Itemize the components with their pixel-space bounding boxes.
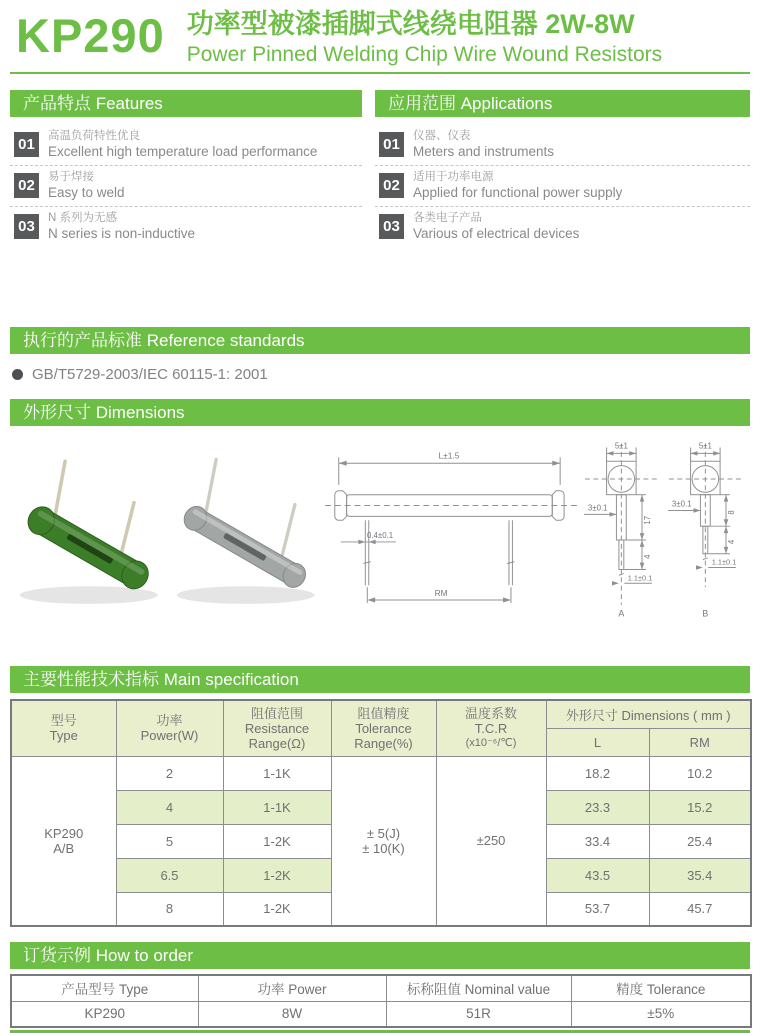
feature-text-zh: 高温负荷特性优良 (48, 130, 140, 142)
green-resistor-photo (10, 438, 165, 638)
dimensions-section (10, 399, 750, 650)
order-col-nominal: 标称阻值 Nominal value (386, 975, 571, 1001)
application-item (375, 125, 750, 165)
item-number-badge: 02 (379, 173, 404, 198)
applications-heading: 应用范围 Applications (375, 90, 750, 117)
dim-label-width-a: 5±1 (614, 441, 628, 451)
application-text-zh: 适用于功率电源 (413, 171, 494, 183)
cell-type: KP290 A/B (11, 756, 116, 926)
order-col-tolerance: 精度 Tolerance (571, 975, 751, 1001)
cell-l: 23.3 (546, 790, 649, 824)
col-header-tolerance: 阻值精度 Tolerance Range(%) (331, 700, 436, 756)
cell-resistance: 1-1K (223, 756, 331, 790)
order-value-tolerance: ±5% (571, 1001, 751, 1027)
item-number-badge: 02 (14, 173, 39, 198)
standards-line (10, 366, 750, 383)
col-header-l: L (546, 728, 649, 756)
standards-section (10, 327, 750, 383)
feature-text-en: Easy to weld (48, 185, 125, 200)
feature-text-zh: 易于焊接 (48, 171, 94, 183)
applications-list (375, 125, 750, 247)
view-label-a: A (618, 608, 625, 619)
dim-label-lead-width: 0.4±0.1 (366, 531, 394, 540)
item-number-badge: 01 (379, 132, 404, 157)
header (10, 0, 750, 68)
specification-section (10, 666, 750, 927)
col-header-power: 功率 Power(W) (116, 700, 223, 756)
col-header-tcr: 温度系数 T.C.R (x10⁻⁶/℃) (436, 700, 546, 756)
cell-tcr: ±250 (436, 756, 546, 926)
item-number-badge: 01 (14, 132, 39, 157)
cell-power: 6.5 (116, 858, 223, 892)
feature-text-en: Excellent high temperature load performance (48, 144, 318, 159)
features-section (10, 90, 362, 247)
cell-power: 2 (116, 756, 223, 790)
cell-rm: 10.2 (649, 756, 751, 790)
table-row (11, 756, 751, 790)
product-title-zh: 功率型被漆插脚式线绕电阻器 2W-8W (186, 9, 635, 39)
cell-power: 8 (116, 892, 223, 926)
cell-power: 4 (116, 790, 223, 824)
application-item (375, 165, 750, 206)
dim-label-lead-b: 3±0.1 (672, 499, 692, 509)
order-header-row (11, 975, 751, 1001)
application-text-en: Meters and instruments (413, 144, 555, 159)
item-number-badge: 03 (379, 214, 404, 239)
bullet-icon (12, 369, 23, 380)
cell-rm: 15.2 (649, 790, 751, 824)
cell-resistance: 1-2K (223, 858, 331, 892)
order-col-type: 产品型号 Type (11, 975, 198, 1001)
specification-table (10, 699, 752, 927)
cell-rm: 35.4 (649, 858, 751, 892)
cell-resistance: 1-2K (223, 824, 331, 858)
specification-heading: 主要性能技术指标 Main specification (10, 666, 750, 693)
feature-item (10, 125, 362, 165)
cell-power: 5 (116, 824, 223, 858)
dim-label-h2-b: 4 (727, 539, 737, 545)
dim-label-h1-b: 8 (727, 510, 737, 515)
order-table (10, 974, 752, 1028)
dim-label-length: L±1.5 (438, 450, 460, 461)
order-col-power: 功率 Power (198, 975, 386, 1001)
cell-l: 43.5 (546, 858, 649, 892)
view-label-b: B (702, 608, 709, 619)
order-value-row (11, 1001, 751, 1027)
feature-text-zh: N 系列为无感 (48, 212, 117, 224)
applications-section (375, 90, 750, 247)
col-header-type: 型号 Type (11, 700, 116, 756)
order-section (10, 942, 750, 1028)
dim-label-h2-a: 4 (642, 554, 652, 559)
end-view-b-drawing (665, 438, 750, 638)
features-applications-row (10, 90, 750, 247)
feature-item (10, 165, 362, 206)
cell-l: 53.7 (546, 892, 649, 926)
application-text-en: Applied for functional power supply (413, 185, 623, 200)
standards-text: GB/T5729-2003/IEC 60115-1: 2001 (32, 366, 268, 383)
application-item (375, 206, 750, 247)
features-heading: 产品特点 Features (10, 90, 362, 117)
dim-label-h1-a: 17 (642, 515, 652, 525)
col-header-resistance: 阻值范围 Resistance Range(Ω) (223, 700, 331, 756)
application-text-en: Various of electrical devices (413, 226, 580, 241)
dimensions-heading: 外形尺寸 Dimensions (10, 399, 750, 426)
col-header-dimensions: 外形尺寸 Dimensions ( mm ) (546, 700, 751, 728)
cell-resistance: 1-2K (223, 892, 331, 926)
dim-label-width-b: 5±1 (699, 441, 713, 451)
end-view-a-drawing (581, 438, 666, 638)
dimensions-figures (10, 438, 750, 650)
feature-item (10, 206, 362, 247)
order-value-nominal: 51R (386, 1001, 571, 1027)
cell-resistance: 1-1K (223, 790, 331, 824)
front-view-drawing (323, 438, 581, 638)
features-list (10, 125, 362, 247)
gray-resistor-photo (165, 438, 322, 638)
product-titles (187, 6, 662, 68)
cell-rm: 25.4 (649, 824, 751, 858)
header-divider (10, 72, 750, 74)
feature-text-en: N series is non-inductive (48, 226, 196, 241)
cell-rm: 45.7 (649, 892, 751, 926)
product-title-en: Power Pinned Welding Chip Wire Wound Resistors (186, 43, 663, 66)
cell-l: 33.4 (546, 824, 649, 858)
dim-label-tip-b: 1.1±0.1 (712, 557, 737, 567)
cell-tolerance: ± 5(J) ± 10(K) (331, 756, 436, 926)
dim-label-tip-a: 1.1±0.1 (627, 573, 653, 583)
item-number-badge: 03 (14, 214, 39, 239)
col-header-rm: RM (649, 728, 751, 756)
order-heading: 订货示例 How to order (10, 942, 750, 969)
order-value-type: KP290 (11, 1001, 198, 1027)
standards-heading: 执行的产品标准 Reference standards (10, 327, 750, 354)
product-model: KP290 (16, 9, 165, 62)
cell-l: 18.2 (546, 756, 649, 790)
application-text-zh: 各类电子产品 (413, 212, 482, 224)
dim-label-lead-a: 3±0.1 (587, 503, 608, 513)
order-value-power: 8W (198, 1001, 386, 1027)
application-text-zh: 仪器、仪表 (413, 130, 471, 142)
dim-label-pitch: RM (434, 588, 448, 599)
